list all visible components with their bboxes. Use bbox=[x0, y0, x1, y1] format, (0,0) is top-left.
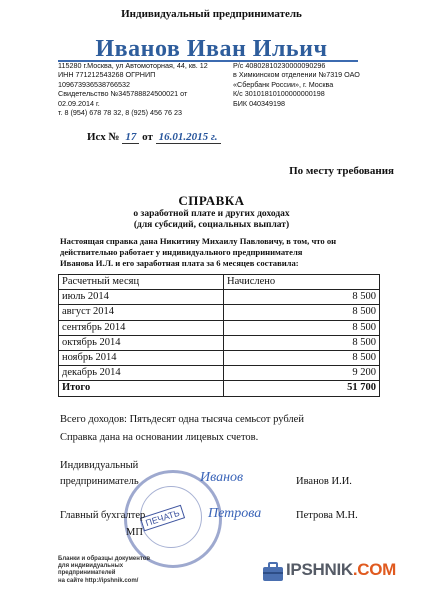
footer-line: для индивидуальных bbox=[58, 563, 124, 570]
requisites-line: 02.09.2014 г. bbox=[58, 98, 100, 108]
entrepreneur-label bbox=[60, 458, 139, 490]
brand-name-accent: .COM bbox=[352, 560, 397, 579]
month-cell: октябрь 2014 bbox=[59, 335, 224, 350]
amount-cell: 9 200 bbox=[224, 366, 380, 381]
entrepreneur-label-line: предприниматель bbox=[60, 476, 139, 487]
entrepreneur-handwritten-signature: Иванов bbox=[200, 470, 244, 485]
requisites-left bbox=[58, 61, 233, 117]
summary-line: Справка дана на основании лицевых счетов. bbox=[60, 432, 259, 443]
amount-cell: 8 500 bbox=[224, 320, 380, 335]
document-title: СПРАВКА bbox=[178, 193, 245, 208]
amount-cell: 8 500 bbox=[224, 290, 380, 305]
org-type-heading: Индивидуальный предприниматель bbox=[121, 8, 302, 20]
briefcase-icon bbox=[262, 562, 284, 582]
bank-line: Р/с 40802810230000090296 bbox=[233, 61, 326, 70]
intro-line: Настоящая справка дана Никитину Михаилу Павловичу, в том, что он bbox=[60, 236, 337, 246]
intro-line: Иванова И.Л. и его заработная плата за 6 месяцев составила: bbox=[60, 258, 299, 268]
reference-number: 17 bbox=[122, 131, 139, 144]
seal-label: ПЕЧАТЬ bbox=[140, 505, 185, 532]
month-cell: ноябрь 2014 bbox=[59, 350, 224, 365]
table-row bbox=[59, 290, 380, 305]
column-header-month: Расчетный месяц bbox=[59, 275, 224, 290]
outgoing-reference bbox=[87, 131, 221, 144]
summary-line: Всего доходов: Пятьдесят одна тысяча семьсот рублей bbox=[60, 414, 304, 425]
total-label: Итого bbox=[59, 381, 224, 396]
accountant-label: Главный бухгалтер bbox=[60, 510, 146, 521]
month-cell: июль 2014 bbox=[59, 290, 224, 305]
entrepreneur-name: Иванов И.И. bbox=[296, 476, 352, 487]
requisites-line: 109673936538766532 bbox=[58, 79, 130, 89]
month-cell: сентябрь 2014 bbox=[59, 320, 224, 335]
requisites-right bbox=[233, 61, 383, 108]
bank-line: К/с 30101810100000000198 bbox=[233, 89, 325, 99]
document-subtitle bbox=[0, 209, 423, 231]
accountant-name: Петрова М.Н. bbox=[296, 510, 358, 521]
column-header-accrued: Начислено bbox=[224, 275, 380, 290]
intro-paragraph bbox=[60, 236, 370, 269]
requisites-line: 115280 г.Москва, ул Автомоторная, 44, кв. 12 bbox=[58, 61, 208, 70]
amount-cell: 8 500 bbox=[224, 350, 380, 365]
requisites-line: ИНН 771212543268 ОГРНИП bbox=[58, 70, 156, 80]
month-cell: август 2014 bbox=[59, 305, 224, 320]
table-total-row bbox=[59, 381, 380, 396]
bank-line: «Сбербанк России», г. Москва bbox=[233, 79, 334, 89]
table-row bbox=[59, 366, 380, 381]
table-header-row bbox=[59, 275, 380, 290]
footer-line: Бланки и образцы документов bbox=[58, 556, 151, 562]
salary-table bbox=[58, 274, 380, 397]
entrepreneur-label-line: Индивидуальный bbox=[60, 460, 139, 471]
month-cell: декабрь 2014 bbox=[59, 366, 224, 381]
owner-name-heading: Иванов Иван Ильич bbox=[95, 36, 328, 62]
subtitle-line: о заработной плате и других доходах bbox=[133, 209, 290, 219]
intro-line: действительно работает у индивидуального предпринимателя bbox=[60, 247, 303, 257]
total-amount: 51 700 bbox=[224, 381, 380, 396]
requisites-line: т. 8 (954) 678 78 32, 8 (925) 456 76 23 bbox=[58, 108, 182, 118]
bank-line: БИК 040349198 bbox=[233, 98, 286, 108]
table-row bbox=[59, 350, 380, 365]
brand-name-main: IPSHNIK bbox=[286, 560, 353, 579]
requisites-line: Свидетельство №345788824500021 от bbox=[58, 89, 188, 99]
table-row bbox=[59, 305, 380, 320]
reference-date: 16.01.2015 г. bbox=[156, 131, 221, 144]
reference-mid: от bbox=[142, 131, 153, 143]
bank-line: в Химкинском отделении №7319 ОАО bbox=[233, 70, 360, 80]
footer-line: на сайте http://ipshnik.com/ bbox=[58, 577, 139, 584]
amount-cell: 8 500 bbox=[224, 305, 380, 320]
footer-line: предпринимателей bbox=[58, 570, 116, 577]
footer-note bbox=[58, 556, 188, 585]
reference-prefix: Исх № bbox=[87, 131, 120, 143]
recipient-line: По месту требования bbox=[289, 165, 394, 177]
subtitle-line: (для субсидий, социальных выплат) bbox=[133, 220, 290, 230]
table-row bbox=[59, 335, 380, 350]
amount-cell: 8 500 bbox=[224, 335, 380, 350]
accountant-handwritten-signature: Петрова bbox=[208, 506, 262, 521]
summary-text bbox=[60, 411, 304, 447]
brand-logo bbox=[286, 560, 396, 580]
table-row bbox=[59, 320, 380, 335]
stamp-place-label: МП bbox=[126, 527, 143, 538]
